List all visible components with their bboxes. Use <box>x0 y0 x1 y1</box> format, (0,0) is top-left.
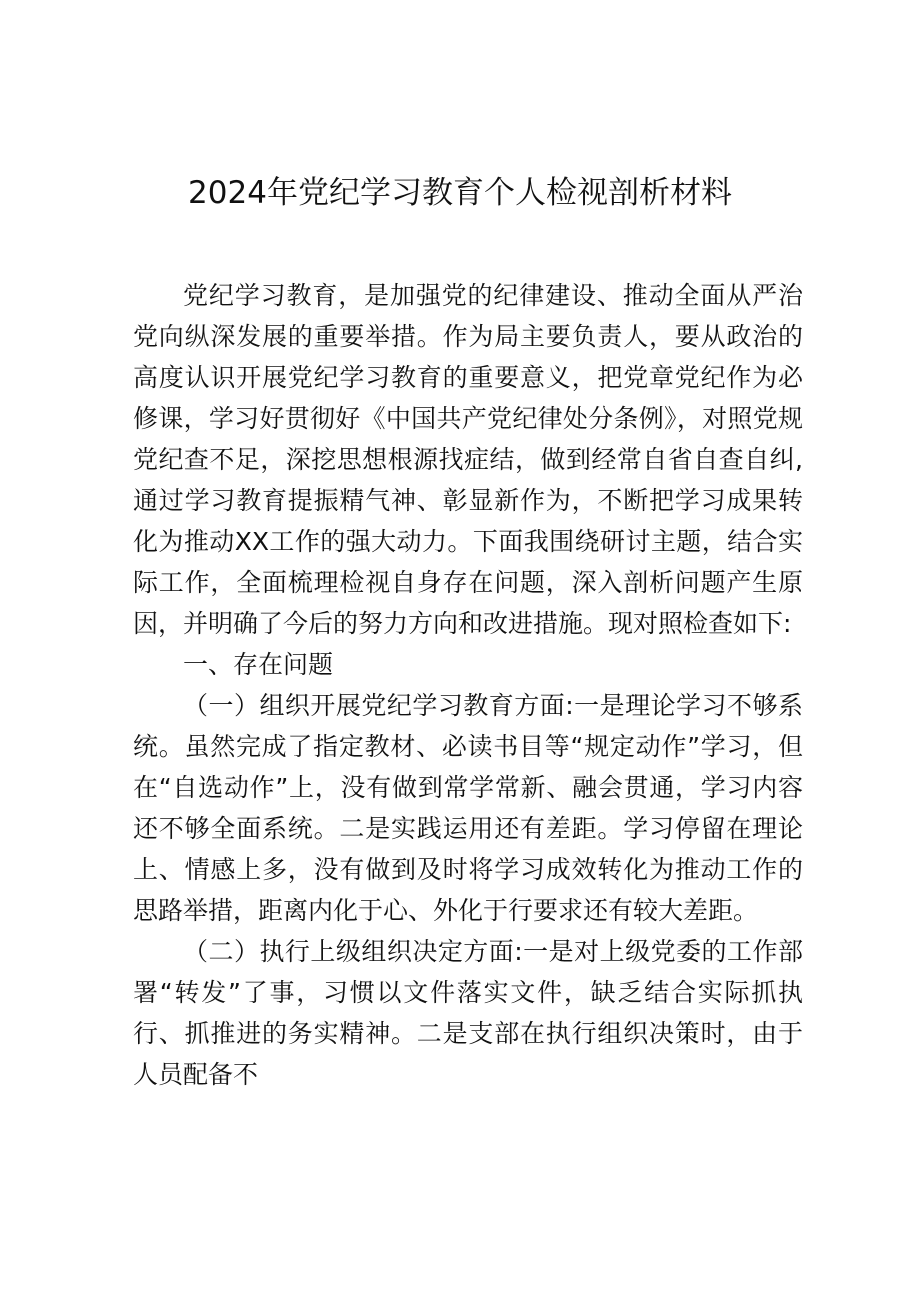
document-body <box>133 275 803 1095</box>
problem-paragraph-1: （一）组织开展党纪学习教育方面:一是理论学习不够系统。虽然完成了指定教材、必读书目等“规定动作”学习，但在“自选动作”上，没有做到常学常新、融会贯通，学习内容还不够全面系统。二是实践运用还有差距。学习停留在理论上、情感上多，没有做到及时将学习成效转化为推动工作的思路举措，距离内化于心、外化于行要求还有较大差距。 <box>133 691 803 925</box>
problem-paragraph-2: （二）执行上级组织决定方面:一是对上级党委的工作部署“转发”了事，习惯以文件落实文件，缺乏结合实际抓执行、抓推进的务实精神。二是支部在执行组织决策时，由于人员配备不 <box>133 937 803 1089</box>
intro-paragraph: 党纪学习教育，是加强党的纪律建设、推动全面从严治党向纵深发展的重要举措。作为局主要负责人，要从政治的高度认识开展党纪学习教育的重要意义，把党章党纪作为必修课，学习好贯彻好《中国共产党纪律处分条例》，对照党规党纪查不足，深挖思想根源找症结，做到经常自省自查自纠,通过学习教育提振精气神、彰显新作为，不断把学习成果转化为推动XX工作的强大动力。下面我围绕研讨主题，结合实际工作，全面梳理检视自身存在问题，深入剖析问题产生原因，并明确了今后的努力方向和改进措施。现对照检查如下: <box>133 281 803 638</box>
section-heading-existing-problems: 一、存在问题 <box>183 650 334 679</box>
document-title: 2024年党纪学习教育个人检视剖析材料 <box>188 175 732 211</box>
